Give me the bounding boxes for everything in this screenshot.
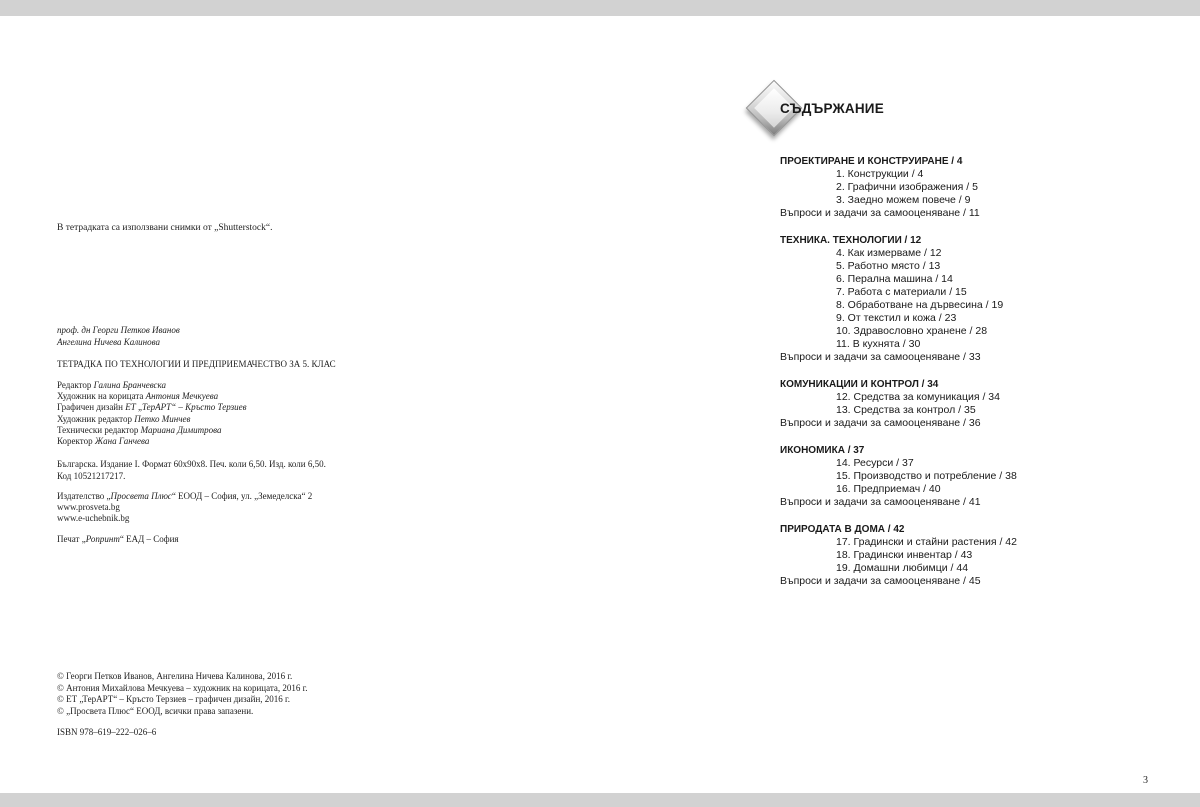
toc-review-entry: Въпроси и задачи за самооценяване / 33 bbox=[780, 351, 981, 363]
credit-role: Технически редактор bbox=[57, 424, 139, 435]
credit-name: Мариана Димитрова bbox=[140, 424, 222, 435]
website-link: www.e-uchebnik.bg bbox=[57, 513, 130, 523]
credit-line bbox=[57, 414, 247, 425]
toc-lesson-entry: 6. Перална машина / 14 bbox=[836, 273, 953, 285]
authors bbox=[57, 325, 180, 348]
toc-lesson-entry: 12. Средства за комуникация / 34 bbox=[836, 391, 1000, 403]
toc-section bbox=[780, 378, 1017, 430]
credit-name: Антония Мечкуева bbox=[145, 391, 219, 402]
toc-lesson-entry: 3. Заедно можем повече / 9 bbox=[836, 194, 971, 206]
publisher-line bbox=[57, 491, 312, 502]
toc-lesson-entry: 5. Работно място / 13 bbox=[836, 260, 941, 272]
author-name: проф. дн Георги Петков Иванов bbox=[57, 325, 180, 335]
contents-title: СЪДЪРЖАНИЕ bbox=[780, 101, 884, 116]
toc-lesson-entry: 8. Обработване на дървесина / 19 bbox=[836, 299, 1004, 311]
credit-role: Коректор bbox=[57, 436, 93, 447]
toc-section bbox=[780, 155, 1017, 220]
toc-lesson-entry: 14. Ресурси / 37 bbox=[836, 457, 914, 469]
toc-section-heading: КОМУНИКАЦИИ И КОНТРОЛ / 34 bbox=[780, 379, 939, 390]
copyright-line: © „Просвета Плюс“ ЕООД, всички права запазени. bbox=[57, 706, 254, 717]
photo-credit-note bbox=[57, 223, 272, 234]
toc-review-entry: Въпроси и задачи за самооценяване / 11 bbox=[780, 207, 980, 219]
photo-credit-text: В тетрадката са използвани снимки от „Shutterstock“. bbox=[57, 223, 273, 233]
credit-role: Художник редактор bbox=[57, 413, 132, 424]
printer-line bbox=[57, 534, 179, 545]
toc-lesson-entry: 2. Графични изображения / 5 bbox=[836, 181, 978, 193]
credit-name: Галина Бранчевска bbox=[93, 380, 167, 390]
toc-lesson-entry: 9. От текстил и кожа / 23 bbox=[836, 312, 957, 324]
toc-review-entry: Въпроси и задачи за самооценяване / 36 bbox=[780, 417, 981, 429]
toc-lesson-entry: 11. В кухнята / 30 bbox=[836, 338, 921, 350]
page-number: 3 bbox=[1143, 775, 1148, 786]
publisher-name: Просвета Плюс bbox=[110, 491, 172, 501]
printer-suffix: “ ЕАД – София bbox=[119, 534, 179, 544]
credits bbox=[57, 380, 247, 447]
toc-lesson-entry: 19. Домашни любимци / 44 bbox=[836, 562, 969, 574]
website-link: www.prosveta.bg bbox=[57, 502, 120, 512]
credit-line bbox=[57, 402, 247, 413]
isbn-text: ISBN 978–619–222–026–6 bbox=[57, 727, 157, 737]
top-edge-bar bbox=[0, 0, 1200, 16]
copyright-notices bbox=[57, 671, 308, 718]
toc-section-heading: ТЕХНИКА. ТЕХНОЛОГИИ / 12 bbox=[780, 235, 922, 246]
credit-role: Редактор bbox=[57, 380, 92, 390]
printer-info bbox=[57, 534, 179, 545]
copyright-line: © ЕТ „ТерАРТ“ – Кръсто Терзиев – графичен дизайн, 2016 г. bbox=[57, 694, 290, 705]
credit-line bbox=[57, 391, 247, 402]
copyright-line: © Антония Михайлова Мечкуева – художник на корицата, 2016 г. bbox=[57, 682, 308, 693]
table-of-contents bbox=[780, 155, 1017, 588]
toc-section bbox=[780, 444, 1017, 509]
edition-code: Код 10521217217. bbox=[57, 471, 126, 481]
toc-lesson-entry: 4. Как измерваме / 12 bbox=[836, 247, 942, 259]
credit-line bbox=[57, 436, 247, 447]
bottom-edge-bar bbox=[0, 793, 1200, 807]
toc-lesson-entry: 1. Конструкции / 4 bbox=[836, 168, 924, 180]
toc-lesson-entry: 18. Градински инвентар / 43 bbox=[836, 549, 973, 561]
toc-lesson-entry: 10. Здравословно хранене / 28 bbox=[836, 325, 988, 337]
toc-review-entry: Въпроси и задачи за самооценяване / 45 bbox=[780, 575, 981, 587]
copyright-line: © Георги Петков Иванов, Ангелина Ничева Калинова, 2016 г. bbox=[57, 671, 293, 681]
toc-section-heading: ПРОЕКТИРАНЕ И КОНСТРУИРАНЕ / 4 bbox=[780, 156, 963, 167]
toc-lesson-entry: 15. Производство и потребление / 38 bbox=[836, 470, 1017, 482]
edition-line: Българска. Издание I. Формат 60х90х8. Печ. коли 6,50. Изд. коли 6,50. bbox=[57, 459, 326, 469]
publisher-prefix: Издателство „ bbox=[57, 491, 111, 501]
toc-section-heading: ПРИРОДАТА В ДОМА / 42 bbox=[780, 524, 905, 535]
book-title bbox=[57, 359, 336, 370]
publisher-suffix: “ ЕООД – София, ул. „Земеделска“ 2 bbox=[171, 491, 313, 501]
isbn bbox=[57, 727, 156, 738]
credit-name: ЕТ „ТерАРТ“ – Кръсто Терзиев bbox=[125, 402, 247, 413]
toc-lesson-entry: 17. Градински и стайни растения / 42 bbox=[836, 536, 1017, 548]
publisher-info bbox=[57, 491, 312, 524]
credit-name: Жана Ганчева bbox=[94, 436, 150, 447]
author-name: Ангелина Ничева Калинова bbox=[57, 336, 160, 347]
toc-review-entry: Въпроси и задачи за самооценяване / 41 bbox=[780, 496, 981, 508]
book-title-text: ТЕТРАДКА ПО ТЕХНОЛОГИИ И ПРЕДПРИЕМАЧЕСТВО ЗА 5. КЛАС bbox=[57, 359, 336, 369]
credit-line bbox=[57, 380, 247, 391]
credit-line bbox=[57, 425, 247, 436]
credit-role: Графичен дизайн bbox=[57, 402, 123, 413]
toc-section bbox=[780, 234, 1017, 364]
credit-name: Петко Минчев bbox=[134, 413, 191, 424]
printer-prefix: Печат „ bbox=[57, 534, 86, 544]
toc-section bbox=[780, 523, 1017, 588]
toc-lesson-entry: 13. Средства за контрол / 35 bbox=[836, 404, 976, 416]
credit-role: Художник на корицата bbox=[57, 391, 144, 402]
toc-lesson-entry: 7. Работа с материали / 15 bbox=[836, 286, 967, 298]
toc-section-heading: ИКОНОМИКА / 37 bbox=[780, 445, 865, 456]
toc-lesson-entry: 16. Предприемач / 40 bbox=[836, 483, 941, 495]
edition-info bbox=[57, 458, 326, 482]
printer-name: Ропринт bbox=[85, 534, 120, 544]
